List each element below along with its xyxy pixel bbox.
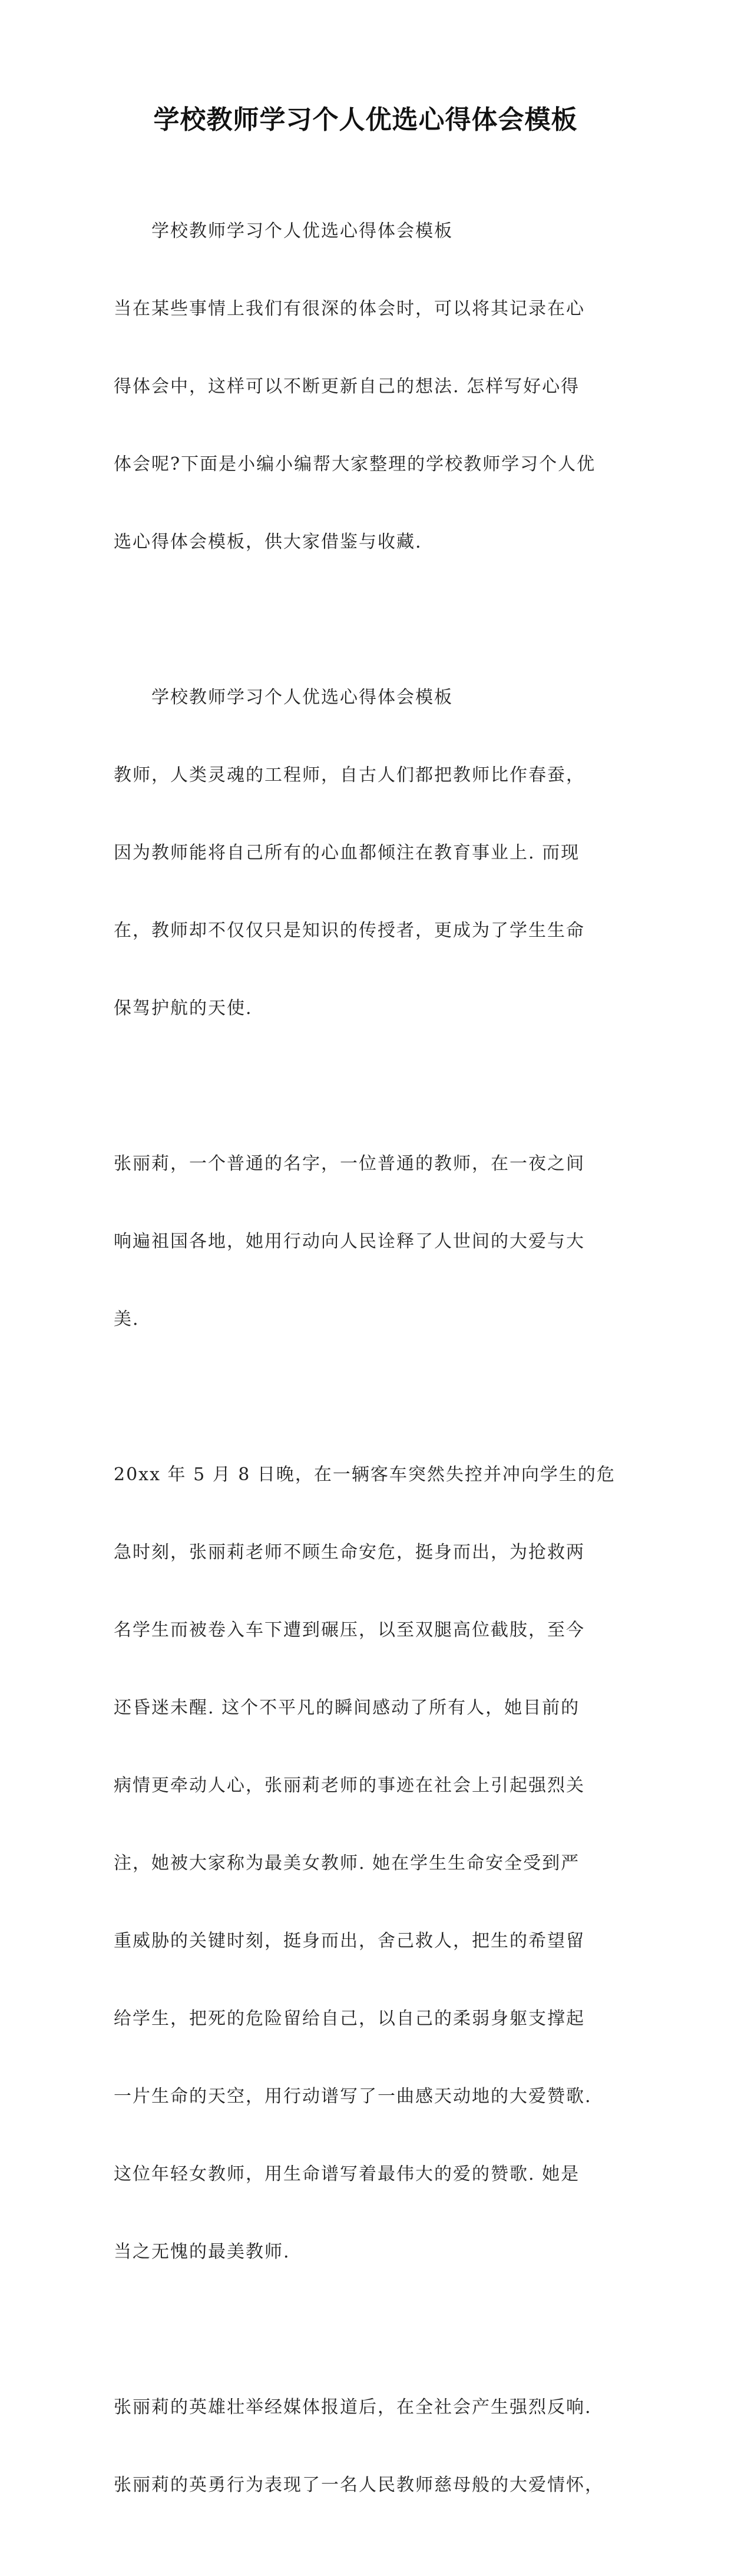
paragraph-line: 学校教师学习个人优选心得体会模板	[151, 221, 453, 241]
document-body	[114, 167, 620, 2576]
paragraph-line: 因为教师能将自己所有的心血都倾注在教育事业上. 而现	[114, 843, 580, 863]
paragraph-line: 选心得体会模板，供大家借鉴与收藏.	[114, 532, 422, 552]
paragraph-line: 美.	[114, 1309, 140, 1330]
paragraph-line: 还昏迷未醒. 这个不平凡的瞬间感动了所有人，她目前的	[114, 1698, 580, 1718]
paragraph-line: 20xx 年 5 月 8 日晚，在一辆客车突然失控并冲向学生的危	[114, 1464, 616, 1485]
paragraph-teachers	[114, 633, 620, 1073]
paragraph-line: 急时刻，张丽莉老师不顾生命安危，挺身而出，为抢救两	[114, 1542, 585, 1563]
paragraph-line: 这位年轻女教师，用生命谱写着最伟大的爱的赞歌. 她是	[114, 2164, 580, 2184]
paragraph-response	[114, 2343, 620, 2550]
paragraph-line: 张丽莉，一个普通的名字，一位普通的教师，在一夜之间	[114, 1153, 585, 1174]
paragraph-line: 教师，人类灵魂的工程师，自古人们都把教师比作春蚕，	[114, 765, 585, 785]
document-title: 学校教师学习个人优选心得体会模板	[153, 105, 578, 135]
paragraph-line: 在，教师却不仅仅只是知识的传授者，更成为了学生生命	[114, 920, 585, 941]
paragraph-line: 重威胁的关键时刻，挺身而出，舍己救人，把生的希望留	[114, 1931, 585, 1951]
paragraph-intro	[114, 167, 620, 607]
paragraph-line: 保驾护航的天使.	[114, 998, 253, 1019]
paragraph-line: 一片生命的天空，用行动谱写了一曲感天动地的大爱赞歌.	[114, 2086, 592, 2107]
paragraph-line: 张丽莉的英勇行为表现了一名人民教师慈母般的大爱情怀，	[114, 2475, 604, 2495]
paragraph-line: 得体会中，这样可以不断更新自己的想法. 怎样写好心得	[114, 376, 580, 397]
paragraph-zhang-lili	[114, 1099, 620, 1384]
paragraph-line: 张丽莉的英雄壮举经媒体报道后，在全社会产生强烈反响.	[114, 2397, 592, 2418]
paragraph-event	[114, 1410, 620, 2317]
paragraph-line: 名学生而被卷入车下遭到碾压，以至双腿高位截肢，至今	[114, 1620, 585, 1640]
paragraph-line: 给学生，把死的危险留给自己，以自己的柔弱身躯支撑起	[114, 2008, 585, 2029]
paragraph-line: 响遍祖国各地，她用行动向人民诠释了人世间的大爱与大	[114, 1231, 585, 1252]
paragraph-line: 学校教师学习个人优选心得体会模板	[151, 687, 453, 708]
paragraph-line: 注，她被大家称为最美女教师. 她在学生生命安全受到严	[114, 1853, 580, 1874]
paragraph-line: 当在某些事情上我们有很深的体会时，可以将其记录在心	[114, 299, 585, 319]
paragraph-line: 当之无愧的最美教师.	[114, 2242, 290, 2262]
paragraph-line: 体会呢?下面是小编小编帮大家整理的学校教师学习个人优	[114, 454, 596, 475]
paragraph-line: 病情更牵动人心，张丽莉老师的事迹在社会上引起强烈关	[114, 1775, 585, 1796]
